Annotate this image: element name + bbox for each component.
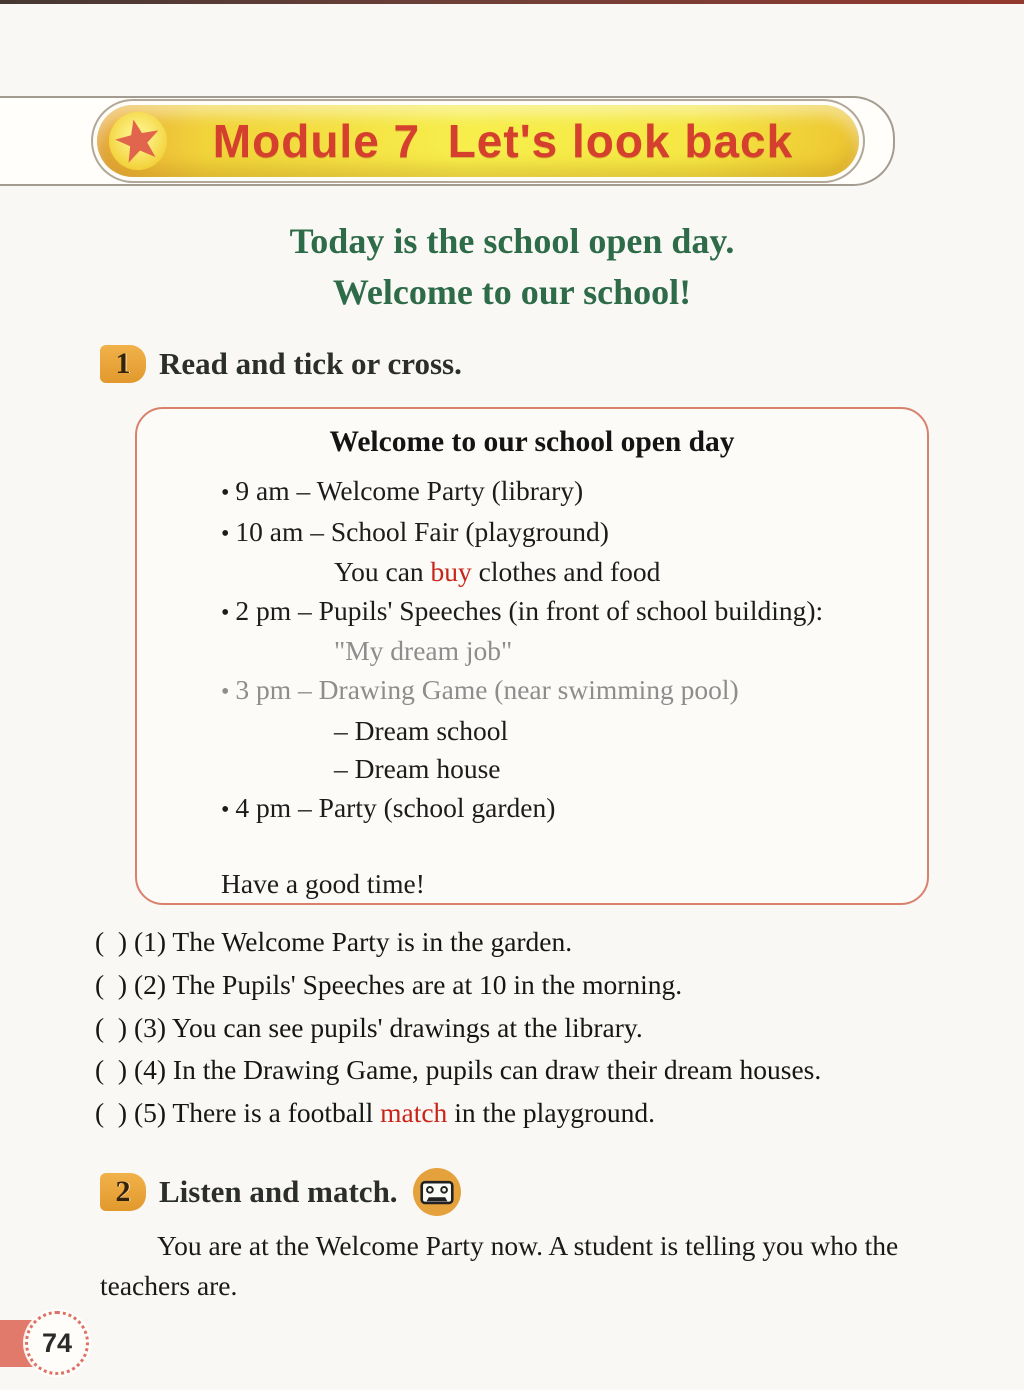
star-shape [111,115,165,168]
module-title: Module 7 Let's look back [212,115,794,167]
question-item [95,964,821,1007]
text-segment: There is a football [172,1097,381,1129]
schedule-item [221,712,927,751]
schedule-item [221,789,927,830]
schedule-box [135,407,929,905]
text-segment: – Dream house [334,753,501,785]
section-2-header [100,1168,461,1216]
text-segment: In the Drawing Game, pupils can draw their dream houses. [172,1054,822,1086]
schedule-item [221,671,927,712]
schedule-box-title: Welcome to our school open day [329,426,735,458]
section-2-badge: 2 [100,1173,146,1211]
text-segment: 2 pm – Pupils' Speeches (in front of school building): [235,594,824,626]
highlighted-word: match [380,1097,448,1129]
schedule-box-footer: Have a good time! [221,868,425,900]
question-number: (4) [127,1054,173,1086]
text-segment: The Welcome Party is in the garden. [172,926,573,957]
bullet-icon: • [221,796,236,823]
section-2-title: Listen and match. [159,1174,398,1209]
page-number: 74 [41,1327,73,1358]
question-number: (3) [127,1011,172,1043]
schedule-item [221,472,927,513]
schedule-item [221,513,927,554]
question-number: (1) [127,926,173,957]
bullet-icon: • [221,599,236,626]
text-segment: 9 am – Welcome Party (library) [235,475,584,506]
text-segment: 10 am – School Fair (playground) [235,515,609,547]
question-number: (2) [127,968,173,1000]
module-header-band [0,96,895,186]
schedule-item [221,553,927,592]
section-1-title: Read and tick or cross. [159,346,462,381]
questions-list [95,921,821,1135]
text-segment: – Dream school [334,714,509,746]
text-segment: You can see pupils' drawings at the library. [171,1011,643,1043]
section-2-intro [100,1226,958,1306]
bullet-icon: • [221,520,236,547]
page-top-edge [0,0,1024,4]
bullet-icon: • [221,480,236,506]
text-segment: 3 pm – Drawing Game (near swimming pool) [235,673,739,705]
page-number-badge [25,1311,89,1375]
text-segment: You can [334,556,431,588]
text-segment: clothes and food [471,556,661,588]
text-segment: The Pupils' Speeches are at 10 in the morning. [172,968,683,1000]
cassette-icon [413,1168,461,1216]
intro-line2: teachers are. [100,1270,238,1301]
schedule-item [221,750,927,789]
question-item [95,1049,821,1092]
answer-parens: ( ) [95,1054,128,1086]
section-1-badge: 1 [100,345,146,383]
text-segment: in the playground. [447,1097,656,1129]
answer-parens: ( ) [95,968,128,1000]
schedule-item [221,632,927,671]
intro-line1: You are at the Welcome Party now. A student is telling you who the [157,1230,899,1261]
highlighted-word: buy [430,556,472,588]
text-segment: "My dream job" [334,635,513,667]
section-1-header [100,345,462,383]
question-item [95,1092,821,1135]
answer-parens: ( ) [95,926,128,957]
question-item [95,1007,821,1050]
bullet-icon: • [221,678,236,705]
schedule-item [221,592,927,633]
text-segment: 4 pm – Party (school garden) [235,791,556,823]
answer-parens: ( ) [95,1011,128,1043]
lesson-title-line1: Today is the school open day. [289,221,735,261]
answer-parens: ( ) [95,1097,128,1129]
star-icon [109,112,167,170]
question-item [95,921,821,964]
module-banner [97,105,859,177]
lesson-title-line2: Welcome to our school! [332,272,692,312]
schedule-list [137,472,927,829]
question-number: (5) [127,1097,173,1129]
lesson-title [0,216,1024,318]
